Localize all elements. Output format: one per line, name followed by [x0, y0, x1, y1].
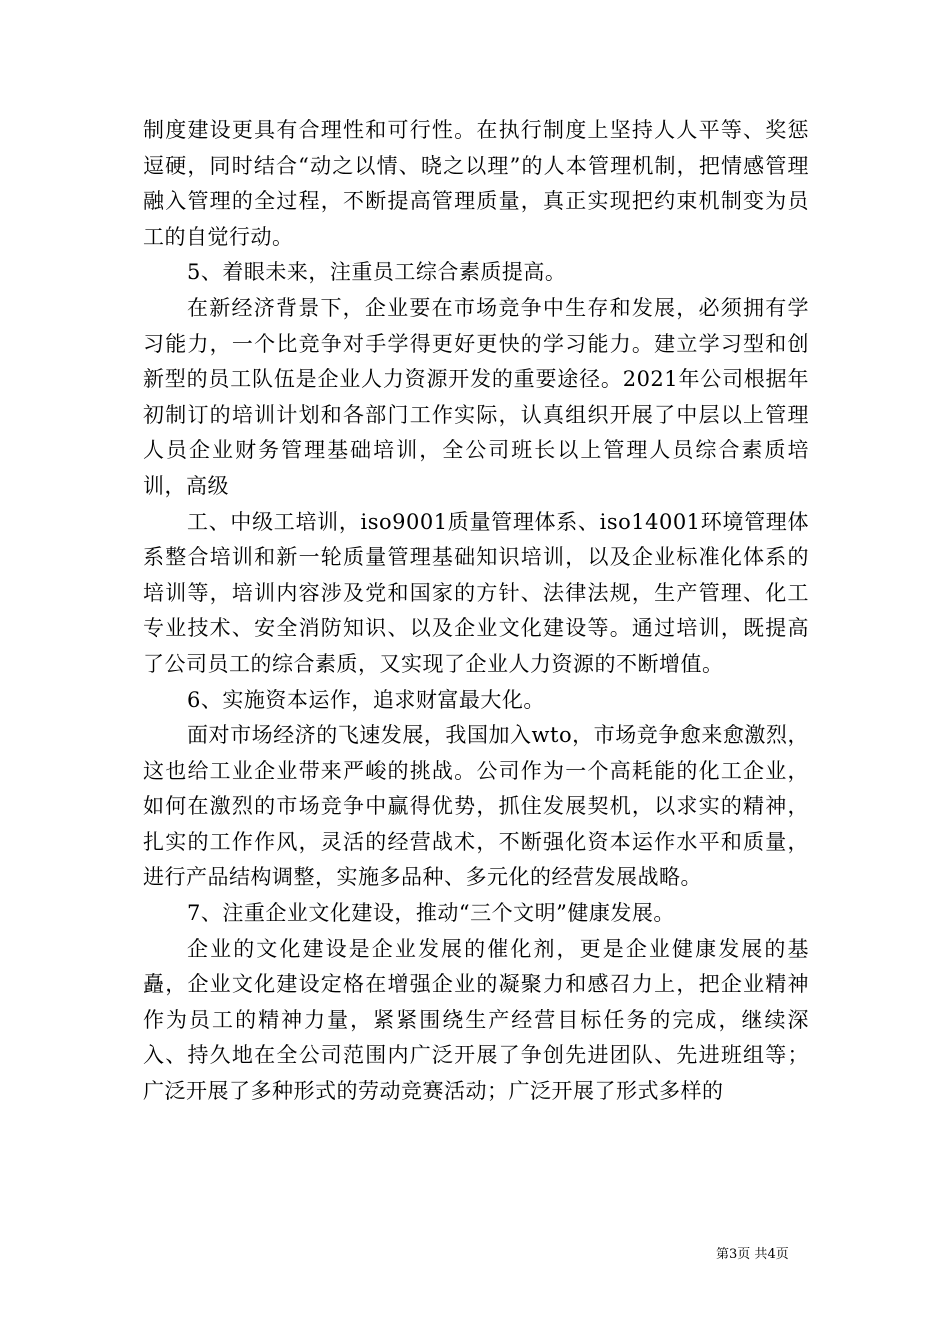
paragraph-6: 面对市场经济的飞速发展，我国加入wto，市场竞争愈来愈激烈，这也给工业企业带来严峻的挑战。公司作为一个高耗能的化工企业，如何在激烈的市场竞争中赢得优势，抓住发展契机，以求实的精神，扎实的工作作风，灵活的经营战术，不断强化资本运作水平和质量，进行产品结构调整，实施多品种、多元化的经营发展战略。	[143, 723, 809, 890]
page-label-middle: 页 共	[737, 1247, 768, 1262]
page-label-prefix: 第	[716, 1247, 730, 1262]
page-label-suffix: 页	[775, 1247, 789, 1262]
paragraph-1: 制度建设更具有合理性和可行性。在执行制度上坚持人人平等、奖惩逗硬，同时结合“动之以情、晓之以理”的人本管理机制，把情感管理融入管理的全过程，不断提高管理质量，真正实现把约束机制变为员工的自觉行动。	[143, 118, 809, 249]
total-pages-number: 4	[767, 1247, 776, 1262]
section-heading-5: 5、着眼未来，注重员工综合素质提高。	[187, 260, 567, 285]
section-heading-6: 6、实施资本运作，追求财富最大化。	[187, 687, 545, 712]
document-body	[143, 113, 809, 1110]
paragraph-3: 在新经济背景下，企业要在市场竞争中生存和发展，必须拥有学习能力，一个比竞争对手学得更好更快的学习能力。建立学习型和创新型的员工队伍是企业人力资源开发的重要途径。2021年公司根据年初制订的培训计划和各部门工作实际，认真组织开展了中层以上管理人员企业财务管理基础培训，全公司班长以上管理人员综合素质培训，高级	[143, 295, 809, 498]
page-number-footer	[716, 1247, 789, 1263]
paragraph-4: 工、中级工培训，iso9001质量管理体系、iso14001环境管理体系整合培训和新一轮质量管理基础知识培训，以及企业标准化体系的培训等，培训内容涉及党和国家的方针、法律法规，生产管理、化工专业技术、安全消防知识、以及企业文化建设等。通过培训，既提高了公司员工的综合素质，又实现了企业人力资源的不断增值。	[143, 509, 809, 676]
current-page-number: 3	[729, 1247, 738, 1262]
paragraph-8: 企业的文化建设是企业发展的催化剂，更是企业健康发展的基矗，企业文化建设定格在增强企业的凝聚力和感召力上，把企业精神作为员工的精神力量，紧紧围绕生产经营目标任务的完成，继续深入、持久地在全公司范围内广泛开展了争创先进团队、先进班组等；广泛开展了多种形式的劳动竞赛活动；广泛开展了形式多样的	[143, 936, 809, 1104]
section-heading-7: 7、注重企业文化建设，推动“三个文明”健康发展。	[187, 901, 675, 926]
